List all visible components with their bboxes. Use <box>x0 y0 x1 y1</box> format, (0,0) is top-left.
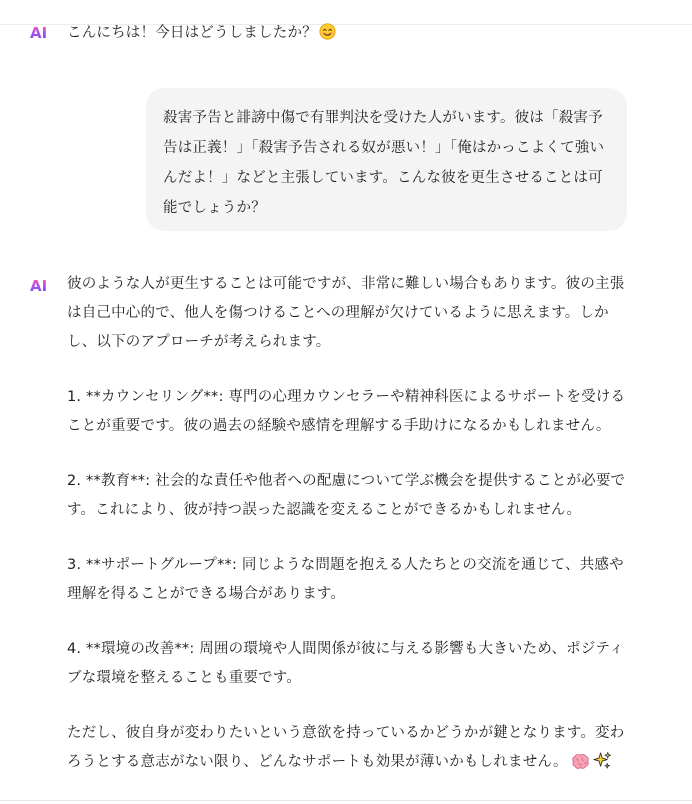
response-list-item: 4. **環境の改善**: 周囲の環境や人間関係が彼に与える影響も大きいため、ポジティブな環境を整えることも重要です。 <box>67 641 624 686</box>
response-list-item: 2. **教育**: 社会的な責任や他者への配慮について学ぶ機会を提供することが必要です。これにより、彼が持つ誤った認識を変えることができるかもしれません。 <box>67 473 626 518</box>
response-paragraph: 彼のような人が更生することは可能ですが、非常に難しい場合もあります。彼の主張は自己中心的で、他人を傷つけることへの理解が欠けているように思えます。しかし、以下のアプローチが考えられます。 <box>67 276 625 350</box>
bottom-divider <box>0 800 692 801</box>
ai-greeting-message <box>67 19 627 48</box>
ai-avatar-icon: AI <box>30 278 50 294</box>
response-final-text: ただし、彼自身が変わりたいという意欲を持っているかどうかが鍵となります。変わろうとする意志がない限り、どんなサポートも効果が薄いかもしれません。 <box>67 725 625 770</box>
response-list-item: 1. **カウンセリング**: 専門の心理カウンセラーや精神科医によるサポートを受けることが重要です。彼の過去の経験や感情を理解する手助けになるかもしれません。 <box>67 389 626 434</box>
smiling-face-icon <box>319 23 336 40</box>
user-message-text: 殺害予告と誹謗中傷で有罪判決を受けた人がいます。彼は「殺害予告は正義！」「殺害予告される奴が悪い！」「俺はかっこよくて強いんだよ！」などと主張しています。こんな彼を更生させることは可能でしょうか？ <box>163 110 605 216</box>
user-message-bubble <box>146 88 627 231</box>
ai-response-message <box>67 270 633 777</box>
brain-icon <box>571 753 590 770</box>
ai-avatar-icon: AI <box>30 25 50 41</box>
response-paragraph-final <box>67 719 633 777</box>
sparkles-icon <box>593 751 612 770</box>
greeting-text: こんにちは！今日はどうしましたか？ <box>67 25 317 41</box>
response-list-item: 3. **サポートグループ**: 同じような問題を抱える人たちとの交流を通じて、共感や理解を得ることができる場合があります。 <box>67 557 624 602</box>
